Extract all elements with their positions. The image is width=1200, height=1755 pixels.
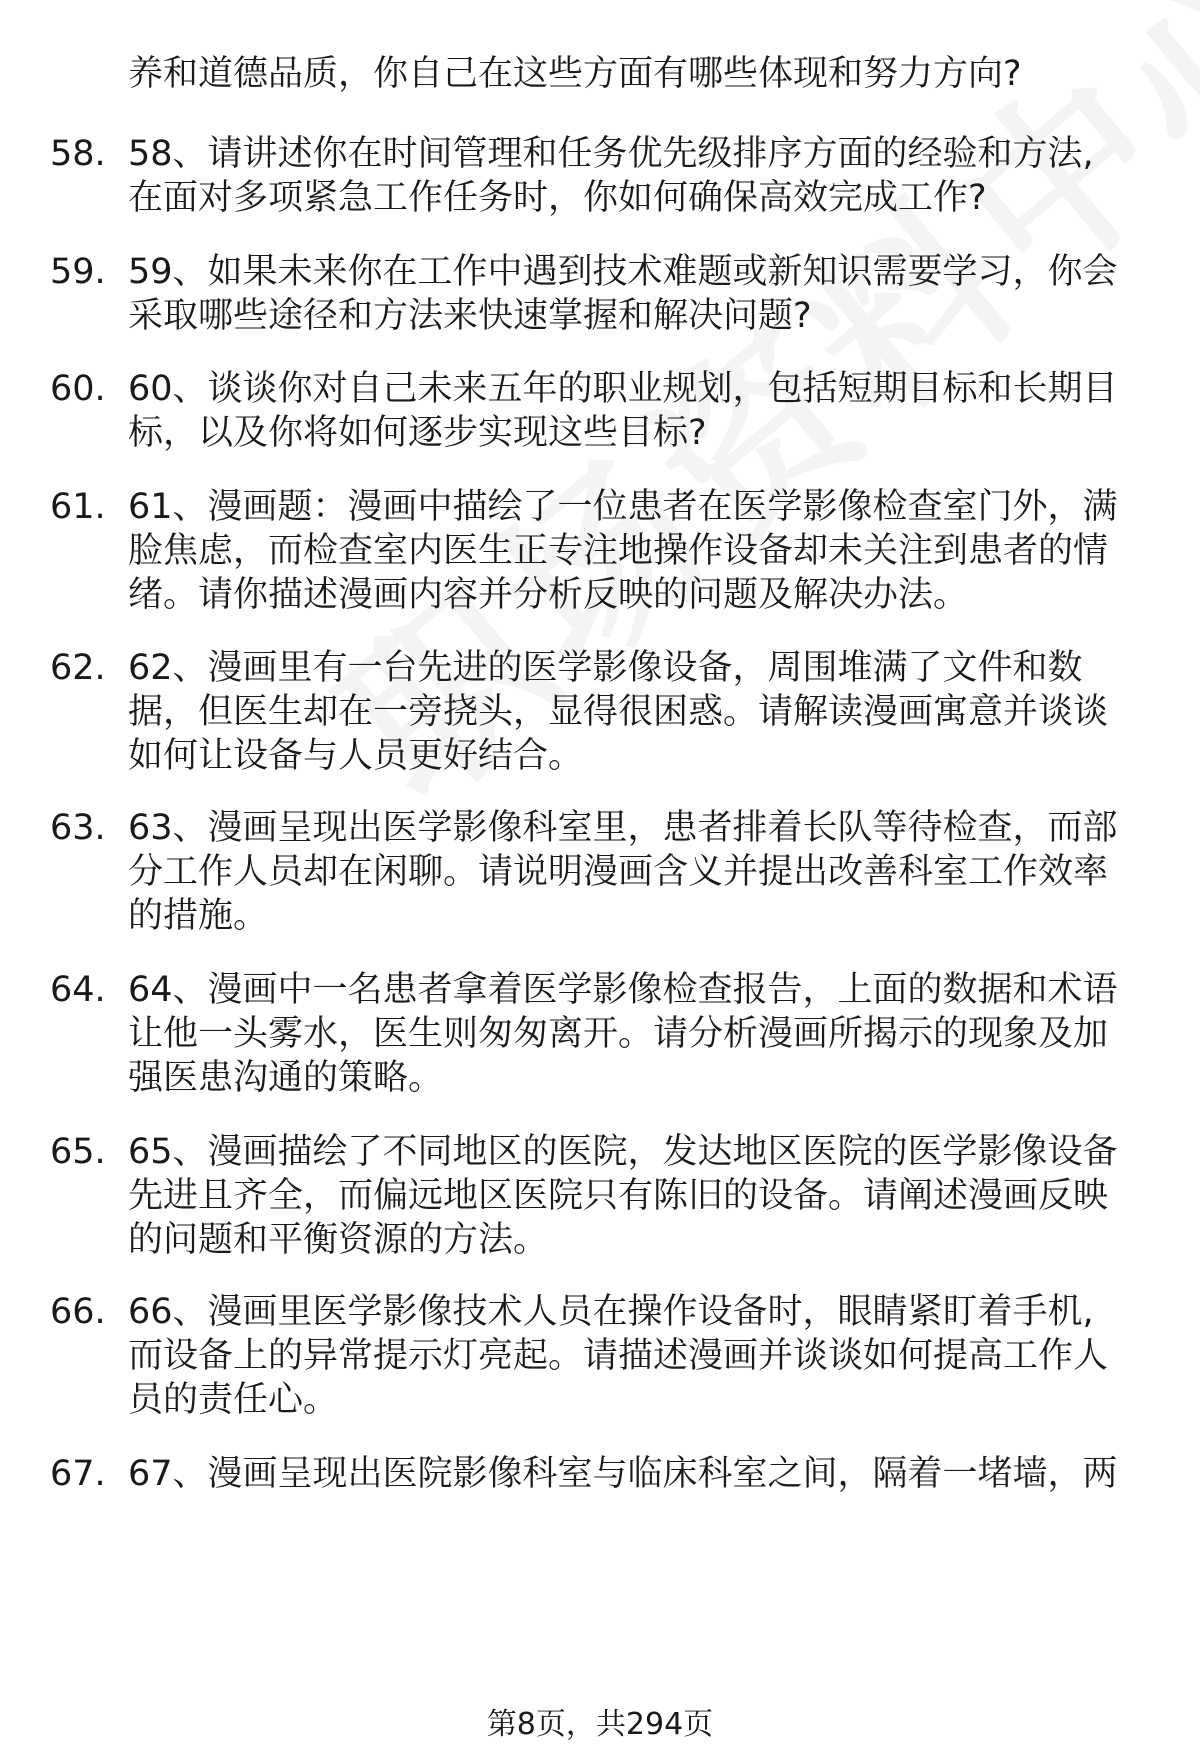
- intro-line: 养和道德品质，你自己在这些方面有哪些体现和努力方向?: [128, 54, 1022, 94]
- item-text-line: 65、漫画描绘了不同地区的医院，发达地区医院的医学影像设备: [128, 1132, 1118, 1172]
- item-number: 62.: [50, 648, 106, 688]
- item-text-line: 61、漫画题：漫画中描绘了一位患者在医学影像检查室门外，满: [128, 487, 1118, 527]
- item-text-line: 67、漫画呈现出医院影像科室与临床科室之间，隔着一堵墙，两: [128, 1454, 1118, 1494]
- item-text-line: 标，以及你将如何逐步实现这些目标?: [128, 413, 707, 453]
- item-number: 60.: [50, 369, 106, 409]
- item-text-line: 绪。请你描述漫画内容并分析反映的问题及解决办法。: [128, 575, 969, 615]
- item-text-line: 63、漫画呈现出医学影像科室里，患者排着长队等待检查，而部: [128, 808, 1118, 848]
- item-number: 65.: [50, 1132, 106, 1172]
- item-text-line: 员的责任心。: [128, 1380, 339, 1420]
- item-text-line: 脸焦虑，而检查室内医生正专注地操作设备却未关注到患者的情: [128, 531, 1109, 571]
- item-text-line: 强医患沟通的策略。: [128, 1058, 444, 1098]
- item-text-line: 的措施。: [128, 896, 269, 936]
- item-text-line: 58、请讲述你在时间管理和任务优先级排序方面的经验和方法,: [128, 134, 1094, 174]
- item-text-line: 先进且齐全，而偏远地区医院只有陈旧的设备。请阐述漫画反映: [128, 1176, 1109, 1216]
- item-text-line: 而设备上的异常提示灯亮起。请描述漫画并谈谈如何提高工作人: [128, 1336, 1109, 1376]
- item-number: 58.: [50, 134, 106, 174]
- item-number: 66.: [50, 1292, 106, 1332]
- item-text-line: 采取哪些途径和方法来快速掌握和解决问题?: [128, 296, 812, 336]
- item-text-line: 分工作人员却在闲聊。请说明漫画含义并提出改善科室工作效率: [128, 852, 1109, 892]
- item-number: 61.: [50, 487, 106, 527]
- item-text-line: 据，但医生却在一旁挠头，显得很困惑。请解读漫画寓意并谈谈: [128, 692, 1109, 732]
- item-text-line: 如何让设备与人员更好结合。: [128, 736, 584, 776]
- item-number: 59.: [50, 252, 106, 292]
- item-text-line: 让他一头雾水，医生则匆匆离开。请分析漫画所揭示的现象及加: [128, 1014, 1109, 1054]
- item-number: 64.: [50, 970, 106, 1010]
- item-text-line: 在面对多项紧急工作任务时，你如何确保高效完成工作?: [128, 178, 987, 218]
- page-footer: 第8页，共294页: [486, 1707, 714, 1742]
- item-text-line: 59、如果未来你在工作中遇到技术难题或新知识需要学习，你会: [128, 252, 1118, 292]
- item-text-line: 的问题和平衡资源的方法。: [128, 1220, 549, 1260]
- item-number: 67.: [50, 1454, 106, 1494]
- item-text-line: 60、谈谈你对自己未来五年的职业规划，包括短期目标和长期目: [128, 369, 1118, 409]
- item-number: 63.: [50, 808, 106, 848]
- item-text-line: 64、漫画中一名患者拿着医学影像检查报告，上面的数据和术语: [128, 970, 1118, 1010]
- item-text-line: 66、漫画里医学影像技术人员在操作设备时，眼睛紧盯着手机,: [128, 1292, 1094, 1332]
- item-text-line: 62、漫画里有一台先进的医学影像设备，周围堆满了文件和数: [128, 648, 1083, 688]
